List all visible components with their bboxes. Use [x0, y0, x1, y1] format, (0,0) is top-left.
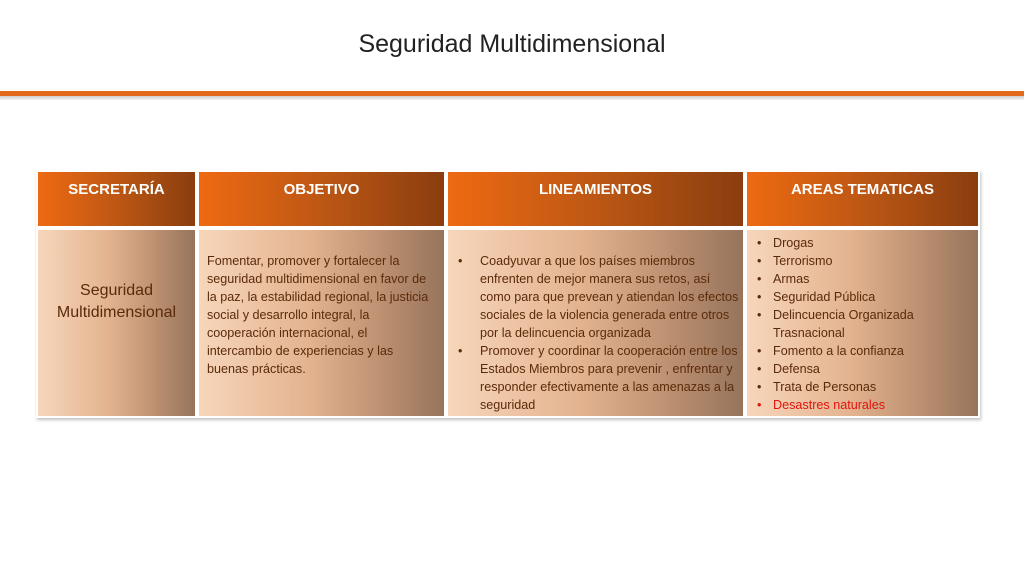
lineamiento-item: • Promover y coordinar la cooperación entre los Estados Miembros para prevenir , enfrentar y responder efectivamente a las amenazas a la seguridad [458, 342, 740, 414]
area-item: • Defensa [757, 360, 977, 378]
area-item: • Delincuencia Organizada Trasnacional [757, 306, 977, 342]
header-areas-tematicas: AREAS TEMATICAS [745, 170, 980, 228]
area-item: • Armas [757, 270, 977, 288]
lineamiento-item: • Coadyuvar a que los países miembros enfrenten de mejor manera sus retos, así como para que prevean y atiendan los efectos sociales de la violencia generada entre otros por la delincuencia organizada [458, 252, 740, 342]
header-objetivo: OBJETIVO [197, 170, 446, 228]
area-item: • Drogas [757, 234, 977, 252]
header-lineamientos: LINEAMIENTOS [446, 170, 745, 228]
objetivo-text: Fomentar, promover y fortalecer la seguridad multidimensional en favor de la paz, la estabilidad regional, la justicia social y desarrollo integral, la cooperación internacional, el intercambio de experiencias y las buenas prácticas. [207, 254, 429, 376]
areas-list [757, 234, 977, 414]
header-secretaria: SECRETARÍA [36, 170, 197, 228]
title-divider-shadow [0, 96, 1024, 100]
objetivo-cell [197, 228, 446, 418]
area-item: • Seguridad Pública [757, 288, 977, 306]
area-item-highlighted: • Desastres naturales [757, 396, 977, 414]
lineamientos-list [458, 252, 740, 414]
page-title: Seguridad Multidimensional [358, 30, 666, 58]
lineamientos-cell [446, 228, 745, 418]
secretaria-cell [36, 228, 197, 418]
secretaria-value: Seguridad Multidimensional [56, 282, 177, 321]
area-item: • Terrorismo [757, 252, 977, 270]
area-item: • Trata de Personas [757, 378, 977, 396]
areas-cell [745, 228, 980, 418]
security-table [36, 170, 980, 418]
area-item: • Fomento a la confianza [757, 342, 977, 360]
